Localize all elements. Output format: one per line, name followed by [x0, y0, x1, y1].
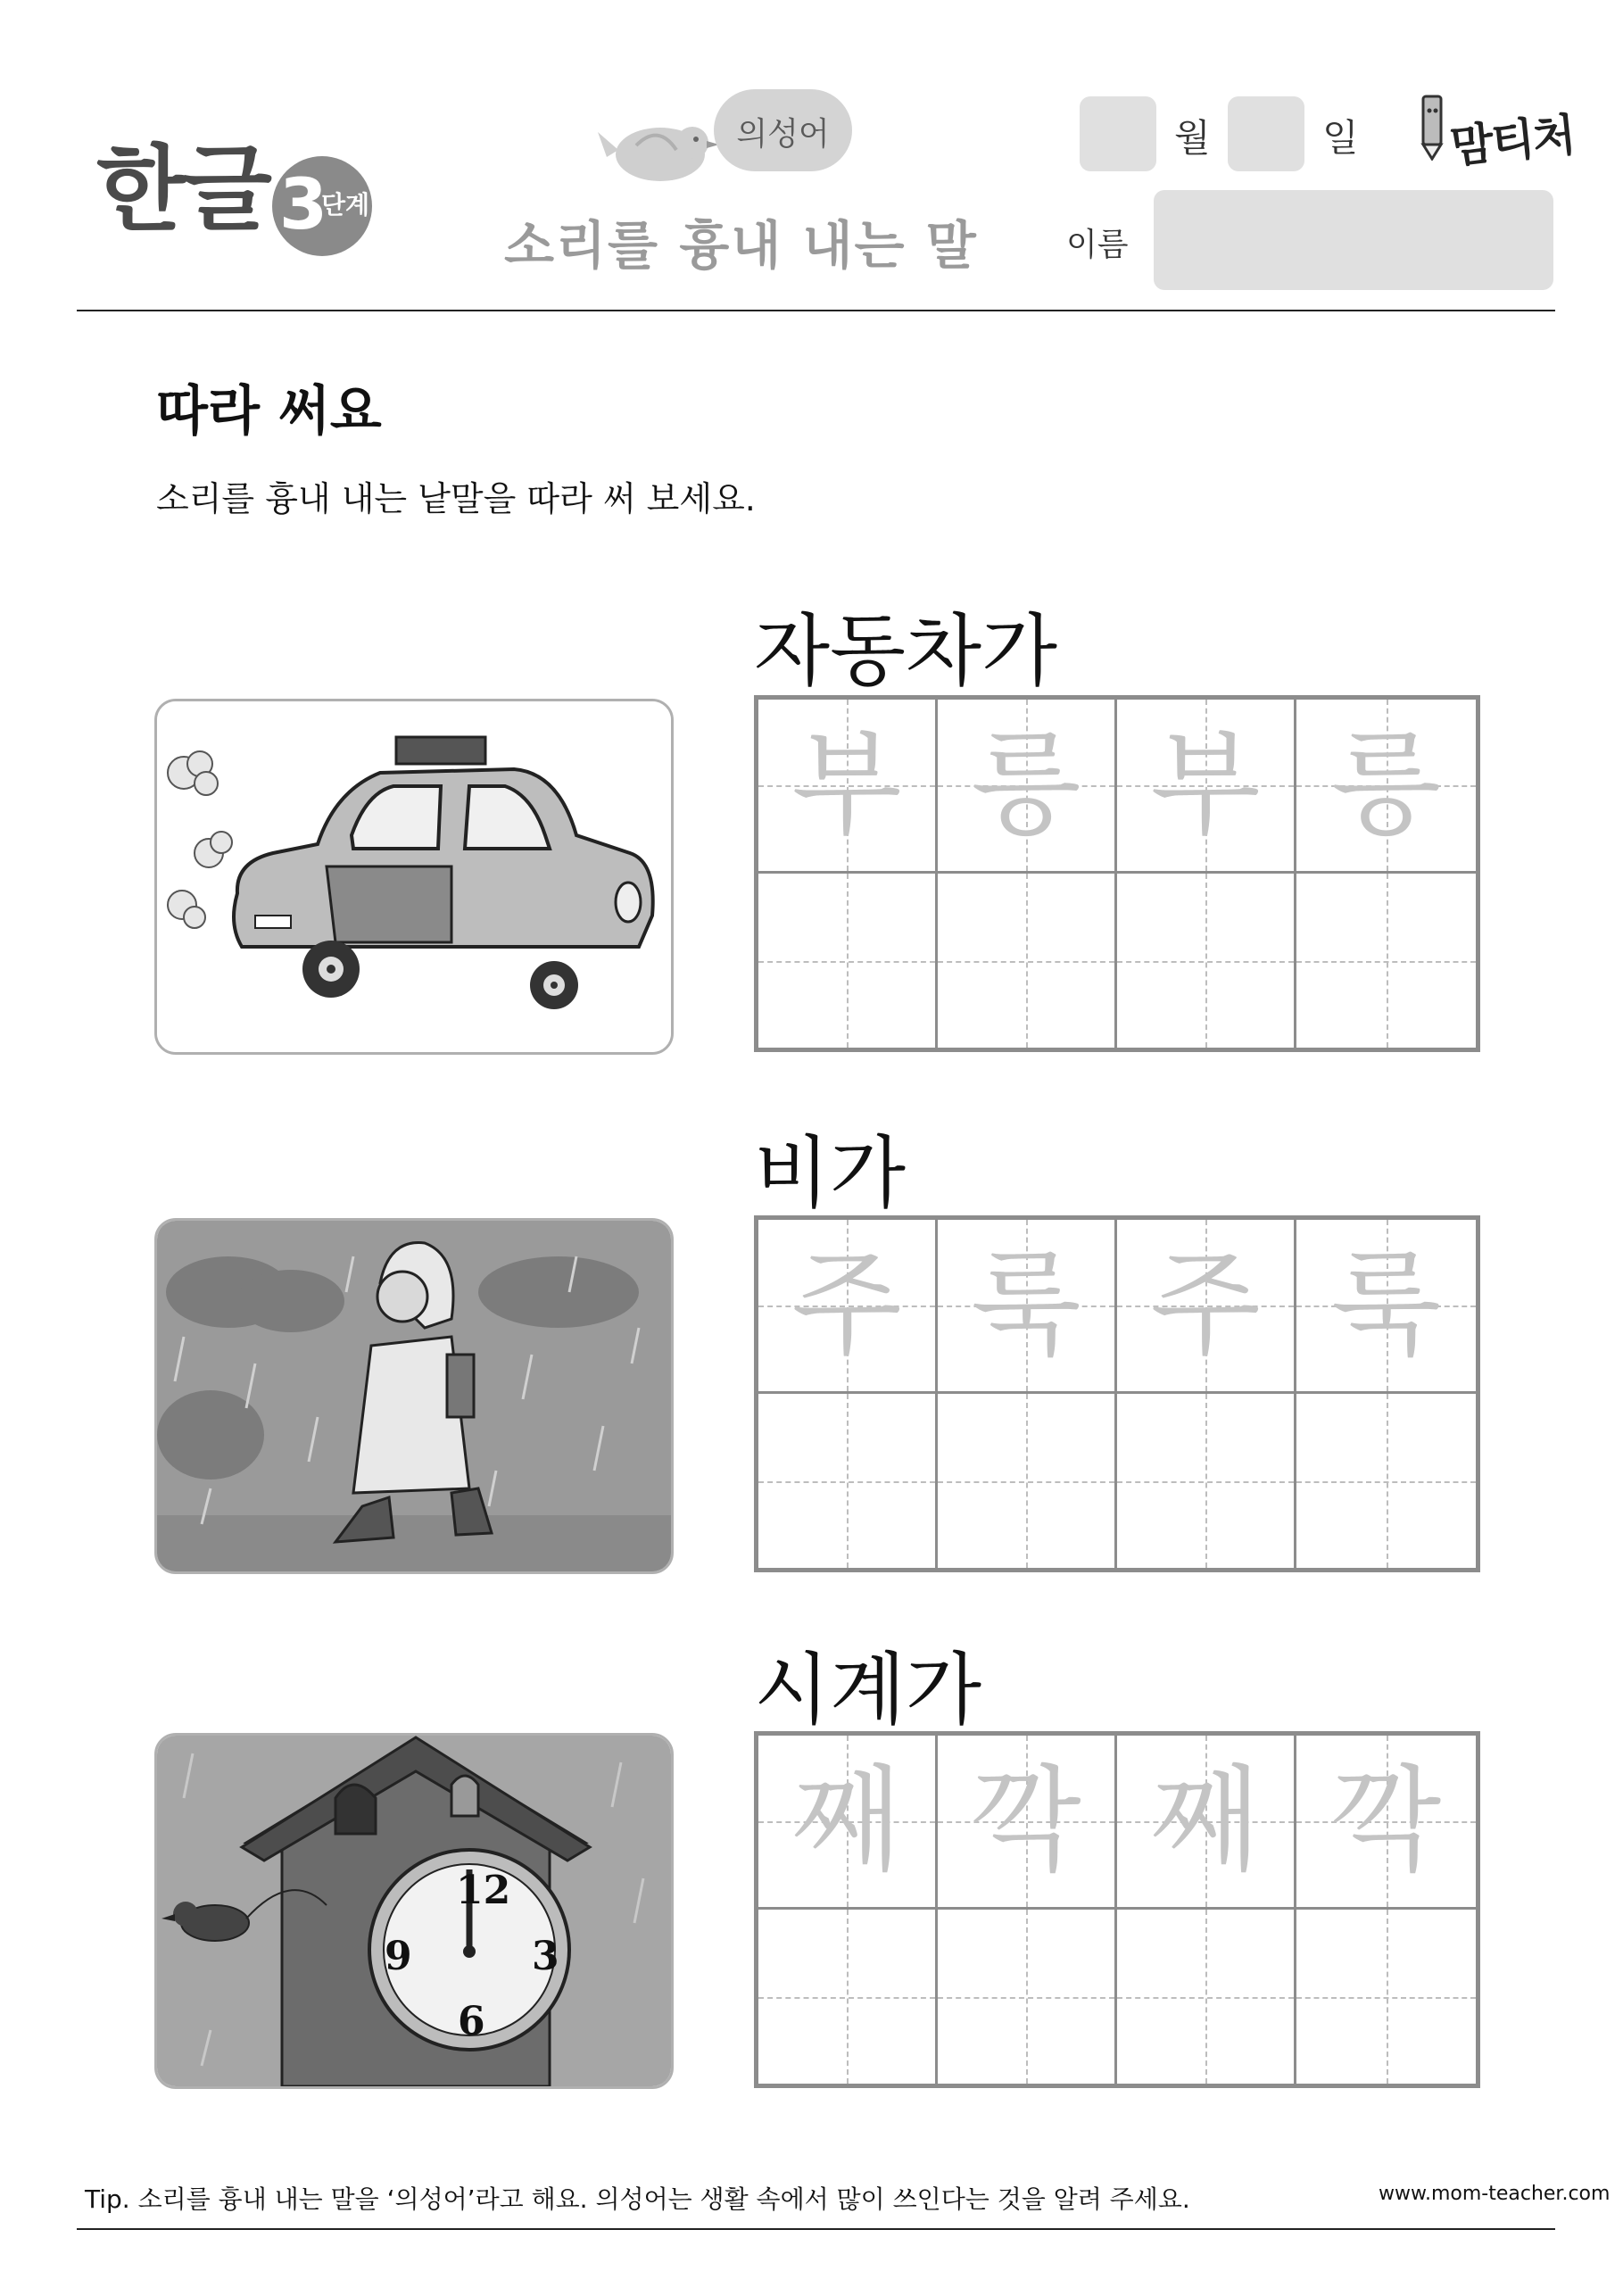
- pencil-icon: [1414, 89, 1450, 164]
- trace-char: 주: [791, 1239, 902, 1372]
- brand-logo: 맘티처: [1447, 108, 1577, 174]
- grid-cell-blank[interactable]: [758, 874, 938, 1048]
- grid-cell[interactable]: [1296, 700, 1476, 874]
- grid-cell[interactable]: [1117, 700, 1296, 874]
- grid-cell-blank[interactable]: [1296, 1910, 1476, 2084]
- row-subject-rain: 비가: [754, 1127, 907, 1219]
- trace-char: 룩: [971, 1239, 1081, 1372]
- grid-cell[interactable]: [758, 1220, 938, 1394]
- grid-cell-blank[interactable]: [938, 874, 1117, 1048]
- day-field[interactable]: [1228, 96, 1304, 171]
- divider-bottom: [77, 2228, 1555, 2230]
- grid-cell[interactable]: [1117, 1736, 1296, 1910]
- trace-char: 주: [1150, 1239, 1261, 1372]
- section-title: 따라 써요: [156, 380, 382, 443]
- row-subject-clock: 시계가: [754, 1644, 982, 1736]
- trace-char: 째: [1150, 1754, 1261, 1887]
- trace-char: 룩: [1330, 1239, 1442, 1372]
- category-label: 의성어: [736, 116, 830, 153]
- trace-char: 부: [1150, 718, 1261, 851]
- grid-cell[interactable]: [938, 700, 1117, 874]
- grid-cell-blank[interactable]: [1117, 1394, 1296, 1568]
- grid-cell[interactable]: [938, 1220, 1117, 1394]
- page-subtitle: 소리를 흉내 내는 말: [504, 215, 978, 276]
- trace-char: 깍: [1330, 1754, 1442, 1887]
- grid-cell[interactable]: [758, 700, 938, 874]
- trace-char: 째: [791, 1754, 902, 1887]
- bird-icon: [596, 105, 730, 198]
- cuckoo-clock-illustration: [154, 1733, 674, 2089]
- level-unit: 단계: [321, 190, 370, 220]
- grid-cell[interactable]: [1296, 1736, 1476, 1910]
- writing-grid-car[interactable]: [754, 695, 1480, 1052]
- clock-number-3: 3: [532, 1934, 559, 1979]
- grid-cell-blank[interactable]: [1296, 874, 1476, 1048]
- writing-grid-clock[interactable]: [754, 1731, 1480, 2088]
- name-field[interactable]: [1154, 190, 1553, 290]
- grid-cell-blank[interactable]: [1296, 1394, 1476, 1568]
- grid-cell[interactable]: [1117, 1220, 1296, 1394]
- grid-cell-blank[interactable]: [938, 1394, 1117, 1568]
- logo-hangul: 한글: [96, 135, 269, 244]
- grid-cell[interactable]: [1296, 1220, 1476, 1394]
- grid-cell[interactable]: [938, 1736, 1117, 1910]
- car-illustration: [154, 699, 674, 1055]
- footer-site[interactable]: www.mom-teacher.com: [1379, 2183, 1611, 2205]
- section-description: 소리를 흉내 내는 낱말을 따라 써 보세요.: [156, 479, 756, 518]
- day-label: 일: [1322, 116, 1359, 160]
- clock-number-9: 9: [385, 1934, 412, 1979]
- name-label: 이름: [1066, 227, 1129, 263]
- writing-grid-rain[interactable]: [754, 1215, 1480, 1572]
- grid-cell[interactable]: [758, 1736, 938, 1910]
- trace-char: 깍: [971, 1754, 1081, 1887]
- rain-walker-illustration: [154, 1218, 674, 1574]
- grid-cell-blank[interactable]: [1117, 874, 1296, 1048]
- clock-number-6: 6: [458, 1999, 485, 2044]
- trace-char: 릉: [971, 718, 1081, 851]
- trace-char: 부: [791, 718, 902, 851]
- grid-cell-blank[interactable]: [758, 1910, 938, 2084]
- month-field[interactable]: [1080, 96, 1156, 171]
- grid-cell-blank[interactable]: [758, 1394, 938, 1568]
- grid-cell-blank[interactable]: [938, 1910, 1117, 2084]
- divider-top: [77, 310, 1555, 311]
- footer-tip: Tip. 소리를 흉내 내는 말을 ‘의성어’라고 해요. 의성어는 생활 속에서 많이 쓰인다는 것을 알려 주세요.: [85, 2184, 1190, 2214]
- month-label: 월: [1174, 116, 1211, 160]
- row-subject-car: 자동차가: [754, 605, 1058, 697]
- trace-char: 릉: [1330, 718, 1442, 851]
- clock-number-12: 12: [456, 1868, 511, 1913]
- level-number: 3: [278, 165, 328, 245]
- grid-cell-blank[interactable]: [1117, 1910, 1296, 2084]
